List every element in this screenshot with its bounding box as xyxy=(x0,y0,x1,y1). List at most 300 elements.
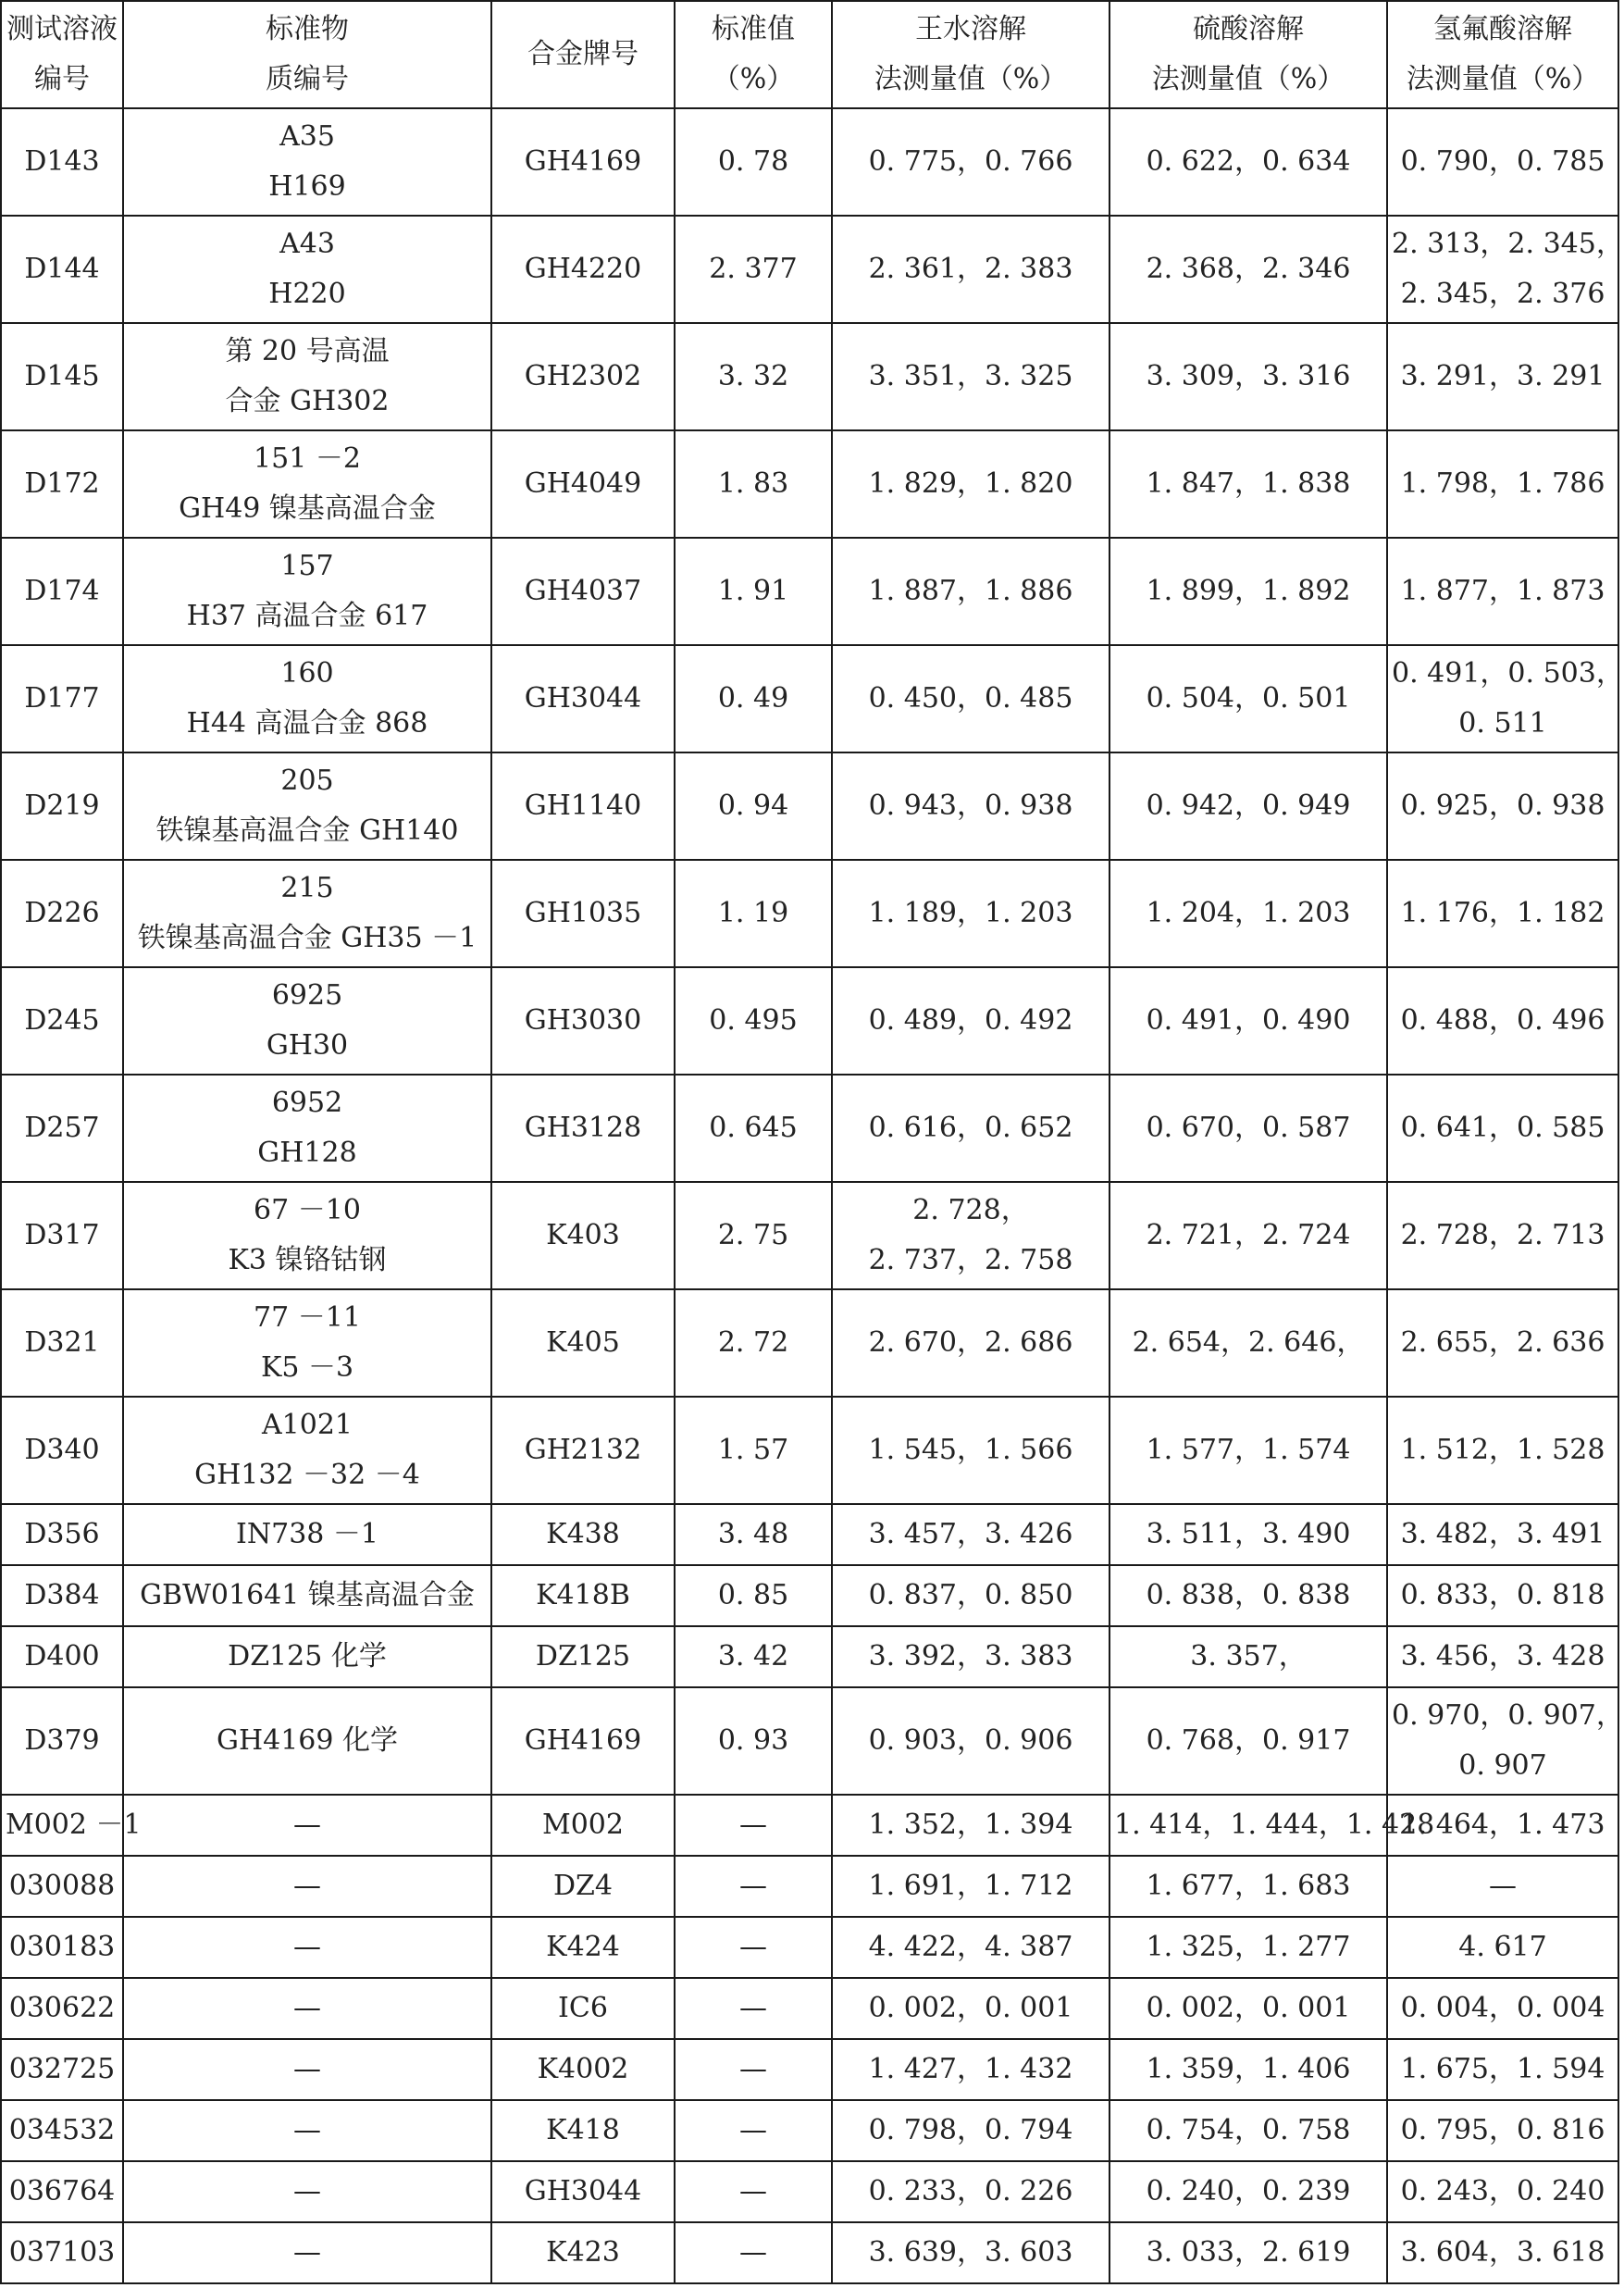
cell-hydrofluoric-acid xyxy=(1387,645,1624,752)
cell-line: 0. 754，0. 758 xyxy=(1146,2114,1351,2146)
cell-aqua-regia xyxy=(832,1687,1110,1795)
cell-line: 3. 511，3. 490 xyxy=(1146,1518,1351,1550)
cell-alloy-grade xyxy=(491,216,675,323)
cell-line: 0. 942，0. 949 xyxy=(1146,790,1351,822)
cell-line: D257 xyxy=(24,1112,100,1144)
cell-sulfuric-acid xyxy=(1110,1626,1387,1687)
table-row xyxy=(1,860,1618,967)
cell-line: 2. 670，2. 686 xyxy=(868,1326,1073,1359)
cell-line: — xyxy=(293,2053,321,2085)
header-standard-id xyxy=(123,1,491,108)
cell-line: 6925 xyxy=(271,979,343,1012)
cell-sulfuric-acid xyxy=(1110,538,1387,645)
cell-line: — xyxy=(293,2236,321,2269)
header-line: 合金牌号 xyxy=(527,38,638,70)
cell-line: 0. 504，0. 501 xyxy=(1146,682,1351,715)
cell-line: D379 xyxy=(24,1724,100,1757)
header-line: （%） xyxy=(712,63,795,95)
cell-sulfuric-acid xyxy=(1110,752,1387,860)
cell-aqua-regia xyxy=(832,967,1110,1075)
cell-hydrofluoric-acid xyxy=(1387,1565,1618,1626)
cell-line: 0. 838，0. 838 xyxy=(1146,1579,1351,1611)
cell-line: 160 xyxy=(280,657,334,690)
cell-standard-id xyxy=(123,1856,491,1917)
table-row xyxy=(1,1978,1618,2039)
cell-standard-value xyxy=(675,108,832,216)
header-hydrofluoric-acid xyxy=(1387,1,1618,108)
cell-alloy-grade xyxy=(491,1626,675,1687)
cell-line: 2. 313，2. 345， xyxy=(1392,228,1624,260)
cell-line: 2. 72 xyxy=(717,1326,789,1359)
cell-line: GH1035 xyxy=(524,897,642,929)
cell-line: GH49 镍基高温合金 xyxy=(179,492,436,525)
cell-sulfuric-acid xyxy=(1110,1075,1387,1182)
cell-standard-id xyxy=(123,752,491,860)
cell-line: 0. 837，0. 850 xyxy=(868,1579,1073,1611)
cell-standard-value xyxy=(675,1182,832,1289)
cell-line: 1. 352，1. 394 xyxy=(868,1809,1073,1841)
cell-line: M002 xyxy=(542,1809,624,1841)
cell-line: 0. 795，0. 816 xyxy=(1400,2114,1605,2146)
header-line: 氢氟酸溶解 xyxy=(1433,13,1572,45)
cell-alloy-grade xyxy=(491,752,675,860)
cell-line: — xyxy=(293,2175,321,2207)
cell-line: 1. 545，1. 566 xyxy=(868,1434,1073,1466)
cell-alloy-grade xyxy=(491,1917,675,1978)
header-line: 测试溶液 xyxy=(6,13,118,45)
cell-standard-value xyxy=(675,430,832,538)
cell-line: — xyxy=(739,1809,767,1841)
cell-hydrofluoric-acid xyxy=(1387,108,1618,216)
cell-hydrofluoric-acid xyxy=(1387,1289,1618,1397)
cell-line: H169 xyxy=(268,170,346,203)
cell-line: D145 xyxy=(24,360,100,392)
cell-solution-id xyxy=(1,1687,123,1795)
cell-aqua-regia xyxy=(832,1289,1110,1397)
table-row xyxy=(1,2100,1618,2161)
cell-standard-id xyxy=(123,2222,491,2283)
cell-standard-value xyxy=(675,1795,832,1856)
table-row xyxy=(1,1687,1618,1795)
table-header xyxy=(1,1,1618,108)
cell-solution-id xyxy=(1,108,123,216)
cell-standard-id xyxy=(123,1075,491,1182)
cell-sulfuric-acid xyxy=(1110,1917,1387,1978)
cell-line: 032725 xyxy=(8,2053,116,2085)
cell-aqua-regia xyxy=(832,1917,1110,1978)
header-aqua-regia xyxy=(832,1,1110,108)
cell-line: 3. 32 xyxy=(717,360,789,392)
cell-standard-id xyxy=(123,1397,491,1504)
cell-line: K4002 xyxy=(537,2053,629,2085)
cell-line: 3. 351，3. 325 xyxy=(868,360,1073,392)
cell-alloy-grade xyxy=(491,2100,675,2161)
cell-alloy-grade xyxy=(491,1182,675,1289)
cell-line: 3. 42 xyxy=(717,1640,789,1672)
cell-line: 6952 xyxy=(271,1087,343,1119)
cell-hydrofluoric-acid xyxy=(1387,1075,1618,1182)
table-row xyxy=(1,1182,1618,1289)
header-line: 法测量值（%） xyxy=(1151,63,1345,95)
cell-standard-value xyxy=(675,1565,832,1626)
cell-standard-value xyxy=(675,2100,832,2161)
cell-line: 铁镍基高温合金 GH35 －1 xyxy=(137,922,477,954)
cell-standard-value xyxy=(675,323,832,430)
cell-line: 0. 616，0. 652 xyxy=(868,1112,1073,1144)
cell-alloy-grade xyxy=(491,2161,675,2222)
cell-line: 3. 457，3. 426 xyxy=(868,1518,1073,1550)
cell-hydrofluoric-acid xyxy=(1387,2100,1618,2161)
cell-solution-id xyxy=(1,1504,123,1565)
cell-aqua-regia xyxy=(832,1856,1110,1917)
cell-line: 030088 xyxy=(8,1870,116,1902)
cell-alloy-grade xyxy=(491,2222,675,2283)
table-row xyxy=(1,1917,1618,1978)
cell-aqua-regia xyxy=(832,538,1110,645)
cell-hydrofluoric-acid xyxy=(1387,1687,1624,1795)
cell-solution-id xyxy=(1,2100,123,2161)
cell-line: 0. 85 xyxy=(717,1579,789,1611)
cell-hydrofluoric-acid xyxy=(1387,1626,1618,1687)
cell-line: 0. 790，0. 785 xyxy=(1400,145,1605,178)
cell-aqua-regia xyxy=(832,1978,1110,2039)
cell-solution-id xyxy=(1,860,123,967)
cell-alloy-grade xyxy=(491,967,675,1075)
cell-standard-id xyxy=(123,1687,491,1795)
cell-line: D144 xyxy=(24,253,100,285)
cell-line: D177 xyxy=(24,682,100,715)
cell-solution-id xyxy=(1,1978,123,2039)
cell-line: 1. 325，1. 277 xyxy=(1146,1931,1351,1963)
cell-line: GH4169 xyxy=(524,145,642,178)
header-line: 法测量值（%） xyxy=(1406,63,1600,95)
table-row xyxy=(1,2222,1618,2283)
cell-line: 0. 489，0. 492 xyxy=(868,1004,1073,1037)
cell-line: 2. 655，2. 636 xyxy=(1400,1326,1605,1359)
cell-line: 67 －10 xyxy=(254,1194,361,1226)
cell-standard-id xyxy=(123,216,491,323)
cell-line: 1. 414，1. 444，1. 428 xyxy=(1114,1809,1435,1841)
cell-solution-id xyxy=(1,752,123,860)
cell-line: 1. 204，1. 203 xyxy=(1146,897,1351,929)
cell-solution-id xyxy=(1,967,123,1075)
cell-aqua-regia xyxy=(832,1565,1110,1626)
cell-line: GH4169 化学 xyxy=(216,1724,398,1757)
cell-line: IN738 －1 xyxy=(236,1518,378,1550)
cell-line: 2. 654，2. 646， xyxy=(1132,1326,1365,1359)
cell-hydrofluoric-acid xyxy=(1387,1504,1618,1565)
cell-standard-id xyxy=(123,1626,491,1687)
table-row xyxy=(1,752,1618,860)
cell-line: — xyxy=(739,2175,767,2207)
cell-standard-id xyxy=(123,967,491,1075)
cell-line: D143 xyxy=(24,145,100,178)
cell-line: — xyxy=(739,1992,767,2024)
cell-line: GH3030 xyxy=(524,1004,642,1037)
cell-line: 1. 877，1. 873 xyxy=(1400,575,1605,607)
cell-solution-id xyxy=(1,1075,123,1182)
cell-line: 0. 833，0. 818 xyxy=(1400,1579,1605,1611)
cell-line: 2. 345，2. 376 xyxy=(1400,278,1605,310)
cell-standard-value xyxy=(675,1856,832,1917)
cell-aqua-regia xyxy=(832,1504,1110,1565)
cell-line: — xyxy=(293,1992,321,2024)
cell-line: — xyxy=(739,2236,767,2269)
cell-line: — xyxy=(739,1931,767,1963)
cell-line: 0. 002，0. 001 xyxy=(868,1992,1073,2024)
cell-sulfuric-acid xyxy=(1110,323,1387,430)
cell-line: 0. 907 xyxy=(1458,1749,1547,1782)
cell-solution-id xyxy=(1,2039,123,2100)
cell-line: GH132 －32 －4 xyxy=(194,1459,420,1491)
cell-aqua-regia xyxy=(832,645,1110,752)
cell-standard-id xyxy=(123,1795,491,1856)
cell-standard-value xyxy=(675,1626,832,1687)
cell-line: GH128 xyxy=(257,1137,357,1169)
cell-line: GBW01641 镍基高温合金 xyxy=(140,1579,475,1611)
cell-line: K423 xyxy=(546,2236,620,2269)
cell-line: 2. 728，2. 713 xyxy=(1400,1219,1605,1251)
cell-hydrofluoric-acid xyxy=(1387,2222,1618,2283)
cell-line: 1. 847，1. 838 xyxy=(1146,467,1351,500)
cell-hydrofluoric-acid xyxy=(1387,752,1618,860)
cell-sulfuric-acid xyxy=(1110,1795,1435,1856)
cell-line: GH4169 xyxy=(524,1724,642,1757)
cell-aqua-regia xyxy=(832,1626,1110,1687)
cell-alloy-grade xyxy=(491,1289,675,1397)
cell-standard-value xyxy=(675,860,832,967)
cell-standard-value xyxy=(675,1978,832,2039)
cell-line: 1. 798，1. 786 xyxy=(1400,467,1605,500)
cell-standard-value xyxy=(675,1397,832,1504)
cell-line: 0. 641，0. 585 xyxy=(1400,1112,1605,1144)
cell-aqua-regia xyxy=(832,323,1110,430)
cell-aqua-regia xyxy=(832,216,1110,323)
cell-line: GH2132 xyxy=(524,1434,642,1466)
cell-line: D384 xyxy=(24,1579,100,1611)
cell-solution-id xyxy=(1,2161,123,2222)
cell-line: 0. 511 xyxy=(1458,707,1547,740)
cell-line: — xyxy=(293,1809,321,1841)
table-row xyxy=(1,1856,1618,1917)
cell-alloy-grade xyxy=(491,1978,675,2039)
cell-standard-id xyxy=(123,1978,491,2039)
cell-standard-value xyxy=(675,967,832,1075)
cell-line: 4. 422，4. 387 xyxy=(868,1931,1073,1963)
cell-line: 1. 427，1. 432 xyxy=(868,2053,1073,2085)
table-row xyxy=(1,538,1618,645)
cell-line: K3 镍铬钴钢 xyxy=(228,1244,387,1276)
cell-line: 0. 004，0. 004 xyxy=(1400,1992,1605,2024)
cell-line: GH30 xyxy=(266,1029,349,1062)
cell-solution-id xyxy=(1,1626,123,1687)
cell-line: 3. 392，3. 383 xyxy=(868,1640,1073,1672)
cell-sulfuric-acid xyxy=(1110,1856,1387,1917)
table-body xyxy=(1,108,1624,2283)
cell-alloy-grade xyxy=(491,1397,675,1504)
cell-sulfuric-acid xyxy=(1110,860,1387,967)
cell-standard-id xyxy=(123,1182,491,1289)
cell-aqua-regia xyxy=(832,752,1110,860)
table-row xyxy=(1,1504,1618,1565)
cell-line: 3. 482，3. 491 xyxy=(1400,1518,1605,1550)
cell-standard-value xyxy=(675,752,832,860)
header-row xyxy=(1,1,1618,108)
cell-alloy-grade xyxy=(491,860,675,967)
cell-line: 77 －11 xyxy=(254,1301,361,1334)
cell-line: 205 xyxy=(280,765,334,797)
cell-line: K403 xyxy=(546,1219,620,1251)
cell-hydrofluoric-acid xyxy=(1387,538,1618,645)
header-solution-id xyxy=(1,1,123,108)
cell-line: 1. 512，1. 528 xyxy=(1400,1434,1605,1466)
cell-solution-id xyxy=(1,323,123,430)
cell-standard-id xyxy=(123,538,491,645)
header-standard-value xyxy=(675,1,832,108)
table-row xyxy=(1,1565,1618,1626)
cell-line: D226 xyxy=(24,897,100,929)
cell-alloy-grade xyxy=(491,1504,675,1565)
cell-line: 1. 91 xyxy=(717,575,789,607)
cell-line: 1. 176，1. 182 xyxy=(1400,897,1605,929)
cell-line: 1. 829，1. 820 xyxy=(868,467,1073,500)
cell-line: 0. 49 xyxy=(717,682,789,715)
cell-standard-id xyxy=(123,1289,491,1397)
cell-sulfuric-acid xyxy=(1110,1978,1387,2039)
table-row xyxy=(1,1626,1618,1687)
cell-line: GH3044 xyxy=(524,682,642,715)
cell-line: 0. 903，0. 906 xyxy=(868,1724,1073,1757)
cell-standard-id xyxy=(123,1565,491,1626)
cell-sulfuric-acid xyxy=(1110,1504,1387,1565)
cell-line: 157 xyxy=(280,550,334,582)
cell-standard-value xyxy=(675,645,832,752)
cell-line: 0. 622，0. 634 xyxy=(1146,145,1351,178)
cell-line: DZ125 xyxy=(535,1640,631,1672)
cell-line: 1. 359，1. 406 xyxy=(1146,2053,1351,2085)
table-row xyxy=(1,430,1618,538)
cell-line: D317 xyxy=(24,1219,100,1251)
cell-standard-id xyxy=(123,430,491,538)
cell-line: 第 20 号高温 xyxy=(225,335,390,367)
cell-aqua-regia xyxy=(832,2222,1110,2283)
header-line: 硫酸溶解 xyxy=(1193,13,1304,45)
cell-line: 1. 464，1. 473 xyxy=(1400,1809,1605,1841)
cell-solution-id xyxy=(1,1182,123,1289)
cell-line: 1. 83 xyxy=(717,467,789,500)
cell-line: D321 xyxy=(24,1326,100,1359)
cell-line: H220 xyxy=(268,278,346,310)
cell-line: 2. 377 xyxy=(709,253,798,285)
cell-sulfuric-acid xyxy=(1110,2222,1387,2283)
header-line: 标准值 xyxy=(712,13,795,45)
cell-line: 1. 887，1. 886 xyxy=(868,575,1073,607)
cell-line: 1. 899，1. 892 xyxy=(1146,575,1351,607)
cell-alloy-grade xyxy=(491,430,675,538)
cell-aqua-regia xyxy=(832,860,1110,967)
cell-hydrofluoric-acid xyxy=(1387,1397,1618,1504)
cell-hydrofluoric-acid xyxy=(1387,216,1624,323)
cell-line: GH4220 xyxy=(524,253,642,285)
cell-sulfuric-acid xyxy=(1110,1397,1387,1504)
cell-hydrofluoric-acid xyxy=(1387,967,1618,1075)
cell-line: 1. 189，1. 203 xyxy=(868,897,1073,929)
cell-standard-value xyxy=(675,1289,832,1397)
cell-line: 0. 970，0. 907， xyxy=(1392,1699,1624,1732)
cell-line: D340 xyxy=(24,1434,100,1466)
table-row xyxy=(1,645,1618,752)
cell-line: GH4049 xyxy=(524,467,642,500)
cell-line: A43 xyxy=(279,228,335,260)
cell-line: 合金 GH302 xyxy=(225,385,390,417)
cell-standard-id xyxy=(123,2161,491,2222)
cell-hydrofluoric-acid xyxy=(1387,1182,1618,1289)
cell-alloy-grade xyxy=(491,108,675,216)
cell-line: — xyxy=(739,2053,767,2085)
cell-line: A1021 xyxy=(261,1409,353,1441)
cell-line: 2. 368，2. 346 xyxy=(1146,253,1351,285)
cell-aqua-regia xyxy=(832,2161,1110,2222)
cell-aqua-regia xyxy=(832,1397,1110,1504)
cell-line: DZ125 化学 xyxy=(228,1640,387,1672)
cell-solution-id xyxy=(1,1565,123,1626)
cell-line: 0. 495 xyxy=(709,1004,798,1037)
cell-aqua-regia xyxy=(832,430,1110,538)
table-row xyxy=(1,2039,1618,2100)
cell-line: 1. 677，1. 683 xyxy=(1146,1870,1351,1902)
cell-alloy-grade xyxy=(491,1565,675,1626)
cell-line: — xyxy=(293,2114,321,2146)
cell-line: — xyxy=(739,2114,767,2146)
cell-line: 2. 728， xyxy=(912,1194,1029,1226)
cell-line: K405 xyxy=(546,1326,620,1359)
header-line: 法测量值（%） xyxy=(874,63,1068,95)
cell-line: 0. 775，0. 766 xyxy=(868,145,1073,178)
cell-line: D400 xyxy=(24,1640,100,1672)
cell-aqua-regia xyxy=(832,1182,1110,1289)
table-row xyxy=(1,1795,1618,1856)
cell-line: 铁镍基高温合金 GH140 xyxy=(155,814,459,847)
cell-line: K5 －3 xyxy=(260,1351,354,1384)
cell-line: D174 xyxy=(24,575,100,607)
table-row xyxy=(1,1397,1618,1504)
cell-line: IC6 xyxy=(558,1992,608,2024)
cell-line: 0. 798，0. 794 xyxy=(868,2114,1073,2146)
header-line: 标准物 xyxy=(266,13,349,45)
cell-sulfuric-acid xyxy=(1110,2100,1387,2161)
cell-line: 0. 670，0. 587 xyxy=(1146,1112,1351,1144)
cell-sulfuric-acid xyxy=(1110,2039,1387,2100)
cell-alloy-grade xyxy=(491,1075,675,1182)
cell-aqua-regia xyxy=(832,1795,1110,1856)
cell-line: 0. 78 xyxy=(717,145,789,178)
cell-line: 0. 491，0. 503， xyxy=(1392,657,1624,690)
cell-line: 0. 450，0. 485 xyxy=(868,682,1073,715)
cell-standard-value xyxy=(675,1075,832,1182)
cell-line: 1. 577，1. 574 xyxy=(1146,1434,1351,1466)
cell-hydrofluoric-acid xyxy=(1387,860,1618,967)
cell-sulfuric-acid xyxy=(1110,430,1387,538)
cell-line: 0. 488，0. 496 xyxy=(1400,1004,1605,1037)
cell-sulfuric-acid xyxy=(1110,1289,1387,1397)
table-row xyxy=(1,2161,1618,2222)
table-row xyxy=(1,967,1618,1075)
cell-line: 1. 19 xyxy=(717,897,789,929)
cell-line: 3. 639，3. 603 xyxy=(868,2236,1073,2269)
header-alloy-grade xyxy=(491,1,675,108)
cell-standard-value xyxy=(675,216,832,323)
cell-line: D245 xyxy=(24,1004,100,1037)
